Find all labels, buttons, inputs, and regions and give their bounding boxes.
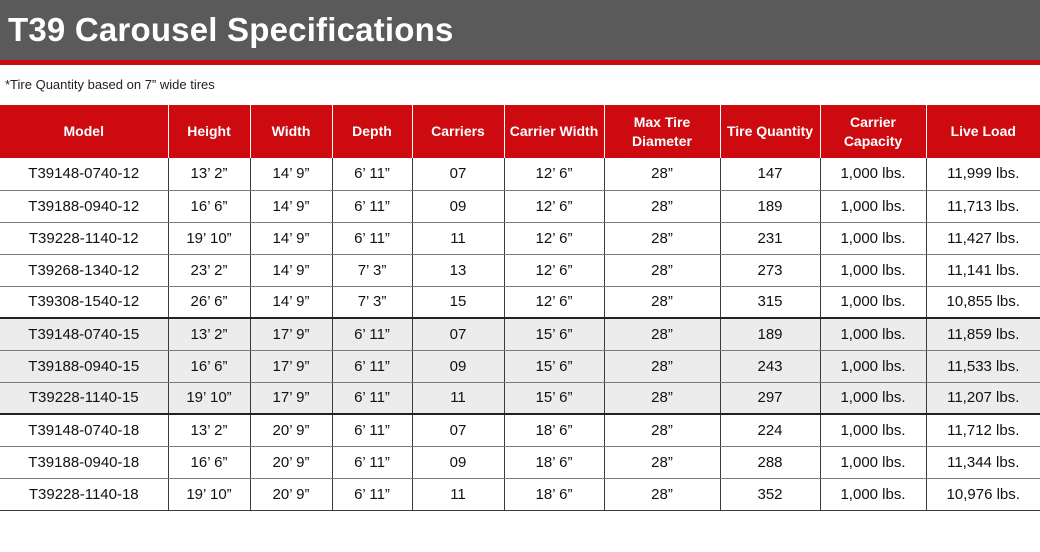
cell-depth: 6’ 11” — [332, 318, 412, 350]
cell-carriers: 11 — [412, 478, 504, 510]
cell-model: T39308-1540-12 — [0, 286, 168, 318]
table-row — [0, 478, 1040, 510]
table-header-row — [0, 105, 1040, 158]
tire-quantity-footnote: *Tire Quantity based on 7” wide tires — [5, 77, 215, 92]
table-row — [0, 414, 1040, 446]
cell-carrier-capacity: 1,000 lbs. — [820, 446, 926, 478]
cell-width: 14’ 9” — [250, 190, 332, 222]
cell-height: 16’ 6” — [168, 446, 250, 478]
cell-carriers: 07 — [412, 318, 504, 350]
cell-model: T39268-1340-12 — [0, 254, 168, 286]
cell-height: 13’ 2” — [168, 414, 250, 446]
cell-max-tire-diameter: 28” — [604, 286, 720, 318]
cell-tire-quantity: 243 — [720, 350, 820, 382]
cell-carriers: 13 — [412, 254, 504, 286]
cell-carriers: 09 — [412, 446, 504, 478]
cell-live-load: 11,344 lbs. — [926, 446, 1040, 478]
cell-depth: 7’ 3” — [332, 254, 412, 286]
table-row — [0, 190, 1040, 222]
cell-height: 13’ 2” — [168, 158, 250, 190]
cell-model: T39228-1140-18 — [0, 478, 168, 510]
cell-depth: 7’ 3” — [332, 286, 412, 318]
cell-carriers: 07 — [412, 414, 504, 446]
cell-tire-quantity: 224 — [720, 414, 820, 446]
cell-max-tire-diameter: 28” — [604, 254, 720, 286]
cell-height: 13’ 2” — [168, 318, 250, 350]
cell-live-load: 11,999 lbs. — [926, 158, 1040, 190]
column-header-max-tire-diameter: Max Tire Diameter — [604, 105, 720, 158]
cell-width: 14’ 9” — [250, 254, 332, 286]
cell-model: T39228-1140-15 — [0, 382, 168, 414]
cell-carrier-width: 18’ 6” — [504, 446, 604, 478]
cell-carrier-capacity: 1,000 lbs. — [820, 190, 926, 222]
table-row — [0, 446, 1040, 478]
cell-live-load: 10,855 lbs. — [926, 286, 1040, 318]
cell-height: 19’ 10” — [168, 478, 250, 510]
title-bar — [0, 0, 1040, 60]
cell-height: 16’ 6” — [168, 190, 250, 222]
cell-depth: 6’ 11” — [332, 350, 412, 382]
cell-tire-quantity: 315 — [720, 286, 820, 318]
cell-height: 19’ 10” — [168, 382, 250, 414]
page-title: T39 Carousel Specifications — [8, 11, 454, 48]
cell-max-tire-diameter: 28” — [604, 158, 720, 190]
cell-carriers: 09 — [412, 350, 504, 382]
cell-height: 26’ 6” — [168, 286, 250, 318]
cell-carrier-width: 15’ 6” — [504, 382, 604, 414]
cell-max-tire-diameter: 28” — [604, 350, 720, 382]
cell-carrier-width: 15’ 6” — [504, 318, 604, 350]
cell-live-load: 11,207 lbs. — [926, 382, 1040, 414]
cell-carrier-width: 18’ 6” — [504, 478, 604, 510]
cell-width: 20’ 9” — [250, 414, 332, 446]
cell-live-load: 11,533 lbs. — [926, 350, 1040, 382]
cell-max-tire-diameter: 28” — [604, 382, 720, 414]
table-body — [0, 158, 1040, 510]
cell-tire-quantity: 189 — [720, 318, 820, 350]
cell-model: T39188-0940-15 — [0, 350, 168, 382]
cell-max-tire-diameter: 28” — [604, 190, 720, 222]
cell-max-tire-diameter: 28” — [604, 478, 720, 510]
cell-carrier-width: 18’ 6” — [504, 414, 604, 446]
cell-max-tire-diameter: 28” — [604, 318, 720, 350]
cell-width: 20’ 9” — [250, 446, 332, 478]
cell-tire-quantity: 273 — [720, 254, 820, 286]
cell-carrier-width: 12’ 6” — [504, 190, 604, 222]
table-row — [0, 350, 1040, 382]
cell-depth: 6’ 11” — [332, 222, 412, 254]
title-underline — [0, 60, 1040, 65]
cell-carrier-width: 12’ 6” — [504, 158, 604, 190]
cell-carrier-capacity: 1,000 lbs. — [820, 254, 926, 286]
cell-width: 17’ 9” — [250, 350, 332, 382]
cell-live-load: 10,976 lbs. — [926, 478, 1040, 510]
column-header-depth: Depth — [332, 105, 412, 158]
column-header-tire-quantity: Tire Quantity — [720, 105, 820, 158]
cell-width: 17’ 9” — [250, 382, 332, 414]
cell-carrier-capacity: 1,000 lbs. — [820, 318, 926, 350]
cell-width: 14’ 9” — [250, 222, 332, 254]
table-row — [0, 254, 1040, 286]
cell-tire-quantity: 352 — [720, 478, 820, 510]
table-row — [0, 318, 1040, 350]
cell-depth: 6’ 11” — [332, 414, 412, 446]
cell-carrier-capacity: 1,000 lbs. — [820, 382, 926, 414]
column-header-live-load: Live Load — [926, 105, 1040, 158]
cell-model: T39148-0740-15 — [0, 318, 168, 350]
cell-max-tire-diameter: 28” — [604, 446, 720, 478]
table-row — [0, 286, 1040, 318]
cell-tire-quantity: 231 — [720, 222, 820, 254]
cell-depth: 6’ 11” — [332, 190, 412, 222]
cell-carrier-capacity: 1,000 lbs. — [820, 414, 926, 446]
cell-carriers: 09 — [412, 190, 504, 222]
cell-carrier-width: 12’ 6” — [504, 254, 604, 286]
cell-carriers: 11 — [412, 222, 504, 254]
cell-tire-quantity: 297 — [720, 382, 820, 414]
column-header-model: Model — [0, 105, 168, 158]
cell-max-tire-diameter: 28” — [604, 222, 720, 254]
column-header-width: Width — [250, 105, 332, 158]
cell-carrier-width: 12’ 6” — [504, 286, 604, 318]
cell-model: T39188-0940-18 — [0, 446, 168, 478]
cell-model: T39148-0740-12 — [0, 158, 168, 190]
table-row — [0, 158, 1040, 190]
cell-tire-quantity: 288 — [720, 446, 820, 478]
cell-carrier-width: 12’ 6” — [504, 222, 604, 254]
cell-carrier-capacity: 1,000 lbs. — [820, 158, 926, 190]
column-header-height: Height — [168, 105, 250, 158]
cell-tire-quantity: 147 — [720, 158, 820, 190]
cell-carriers: 11 — [412, 382, 504, 414]
cell-carrier-capacity: 1,000 lbs. — [820, 350, 926, 382]
column-header-carrier-capacity: Carrier Capacity — [820, 105, 926, 158]
specifications-table — [0, 105, 1040, 511]
cell-height: 19’ 10” — [168, 222, 250, 254]
cell-model: T39148-0740-18 — [0, 414, 168, 446]
cell-model: T39228-1140-12 — [0, 222, 168, 254]
cell-live-load: 11,427 lbs. — [926, 222, 1040, 254]
cell-height: 23’ 2” — [168, 254, 250, 286]
column-header-carrier-width: Carrier Width — [504, 105, 604, 158]
table-row — [0, 222, 1040, 254]
cell-width: 14’ 9” — [250, 286, 332, 318]
cell-carriers: 07 — [412, 158, 504, 190]
cell-width: 20’ 9” — [250, 478, 332, 510]
cell-width: 17’ 9” — [250, 318, 332, 350]
cell-carrier-capacity: 1,000 lbs. — [820, 286, 926, 318]
cell-carrier-capacity: 1,000 lbs. — [820, 222, 926, 254]
cell-live-load: 11,713 lbs. — [926, 190, 1040, 222]
table-row — [0, 382, 1040, 414]
column-header-carriers: Carriers — [412, 105, 504, 158]
cell-model: T39188-0940-12 — [0, 190, 168, 222]
cell-live-load: 11,712 lbs. — [926, 414, 1040, 446]
cell-depth: 6’ 11” — [332, 478, 412, 510]
cell-live-load: 11,141 lbs. — [926, 254, 1040, 286]
cell-carrier-width: 15’ 6” — [504, 350, 604, 382]
cell-width: 14’ 9” — [250, 158, 332, 190]
cell-max-tire-diameter: 28” — [604, 414, 720, 446]
cell-tire-quantity: 189 — [720, 190, 820, 222]
cell-height: 16’ 6” — [168, 350, 250, 382]
cell-depth: 6’ 11” — [332, 158, 412, 190]
cell-live-load: 11,859 lbs. — [926, 318, 1040, 350]
cell-carriers: 15 — [412, 286, 504, 318]
cell-depth: 6’ 11” — [332, 446, 412, 478]
cell-carrier-capacity: 1,000 lbs. — [820, 478, 926, 510]
cell-depth: 6’ 11” — [332, 382, 412, 414]
